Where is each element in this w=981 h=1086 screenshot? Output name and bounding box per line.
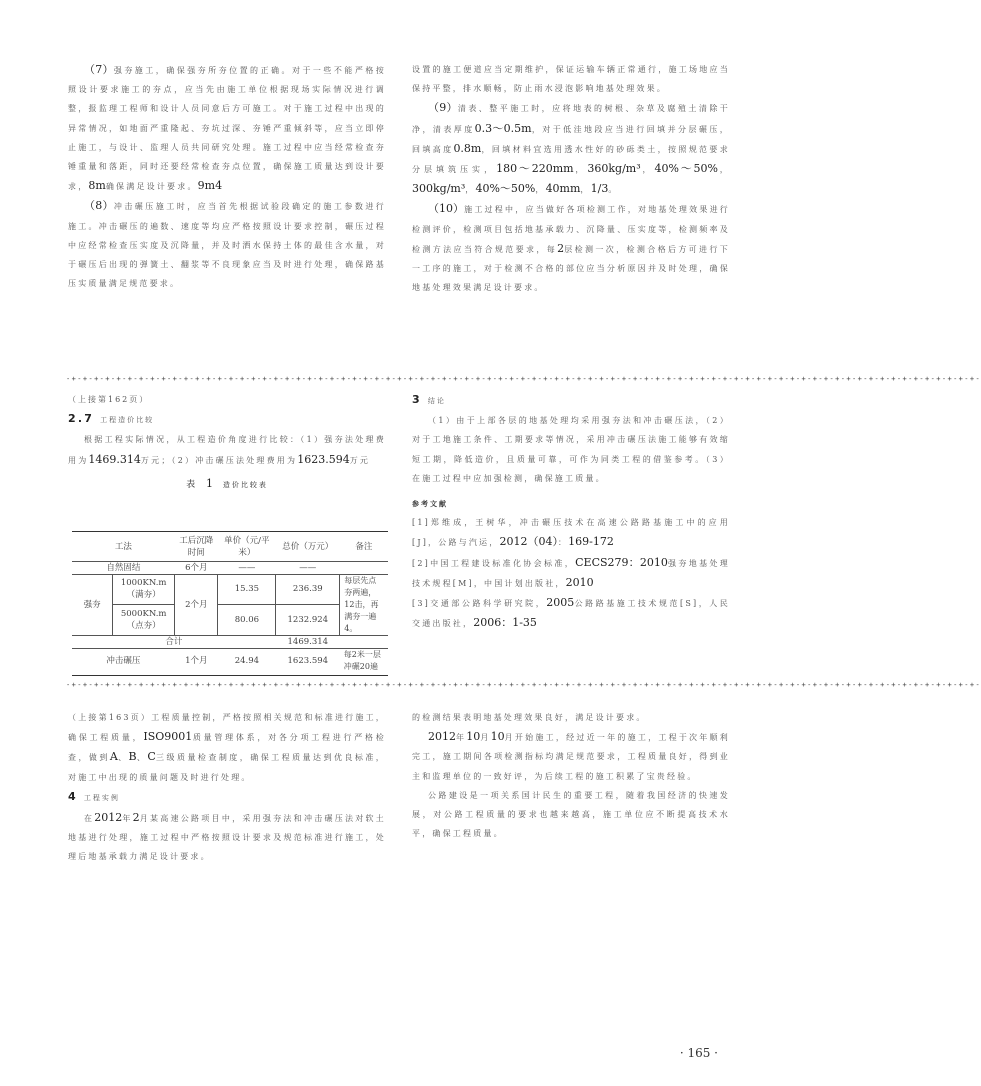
cell-method: 自然固结 — [106, 562, 141, 573]
bottom-left-column — [68, 708, 386, 1008]
table-row — [72, 574, 388, 605]
th-time: 工后沉降时间 — [179, 535, 214, 558]
middle-right-column — [412, 390, 730, 680]
para-continued-2: （上接第163页）工程质量控制，严格按照相关规范和标准进行施工，确保工程质量，ISO9001质量管理体系，对各分项工程进行严格检查，做到A、B、C三级质量检查制度，确保工程质量达到优良标准，对施工中出现的质量问题及时进行处理。 — [68, 713, 386, 782]
page-number: · 165 · — [679, 1046, 718, 1060]
cost-comparison-table-wrap — [72, 531, 388, 676]
para-continued: 设置的施工便道应当定期维护，保证运输车辆正常通行，施工场地应当保持平整，排水顺畅，防止雨水浸泡影响地基处理效果。 — [412, 65, 730, 94]
cell-total: 1623.594 — [287, 656, 329, 667]
section-separator-top: -+-+-+-+-+-+-+-+-+-+-+-+-+-+-+-+-+-+-+-+-+-+-+-+-+-+-+-+-+-+-+-+-+-+-+-+-+-+-+-+-+-+-+-+-+-+-+-+-+-+-+-+-+-+-+-+-+-+-+-+-+-+-+-+-+-+-+-+-+-+-+-+-+-+-+-+-+-+-+-+-+- — [66, 375, 981, 383]
bottom-right-column — [412, 708, 730, 1008]
cell-price: 15.35 — [218, 574, 276, 605]
cell-note: 每2米一层冲碾20遍 — [343, 650, 381, 672]
cell-time: 6个月 — [185, 562, 208, 573]
cell-total: 1232.924 — [276, 605, 340, 636]
cell-note: 每层先点夯两遍，12击，再满夯一遍4。 — [340, 574, 388, 635]
top-left-column — [68, 60, 386, 368]
cell-price: —— — [238, 562, 256, 573]
cell-note — [340, 561, 388, 574]
heading-2-7: 2.7 工程造价比较 — [68, 412, 155, 426]
para-10: （10）施工过程中，应当做好各项检测工作，对地基处理效果进行检测评价，检测项目包括地基承载力、沉降量、压实度等，检测频率及检测方法应当符合规范要求，每2层检测一次，检测合格后方可进行下一工序的施工，对于检测不合格的部位应当分析原因并及时处理，确保地基处理效果满足设计要求。 — [412, 202, 731, 293]
table-caption: 表 1 造价比较表 — [186, 476, 268, 490]
para-3: （1）由于上部各层的地基处理均采用强夯法和冲击碾压法，（2）对于工地施工条件、工期要求等情况，采用冲击碾压法施工能够有效缩短工期，降低造价，且质量可靠，可作为同类工程的借鉴参考。（3）在施工过程中应加强检测，确保施工质量。 — [412, 416, 730, 483]
para-7: （7）强夯施工，确保强夯所夯位置的正确。对于一些不能严格按照设计要求施工的夯点，应当先由施工单位根据现场实际情况进行调整，报监理工程师和设计人员同意后方可施工。对于施工过程中出现的异常情况，如地面严重隆起、夯坑过深、夯锤严重倾斜等，应当立即停止施工，与设计、监理人员共同研究处理。施工过程中应当经常检查夯锤重量和落距，同时还要经常检查夯点位置，确保施工质量达到设计要求，8m确保满足设计要求。9m4 — [68, 63, 387, 193]
top-right-column — [412, 60, 730, 368]
th-price: 单价（元/平米） — [224, 535, 270, 558]
section-separator-bottom: -+-+-+-+-+-+-+-+-+-+-+-+-+-+-+-+-+-+-+-+-+-+-+-+-+-+-+-+-+-+-+-+-+-+-+-+-+-+-+-+-+-+-+-+-+-+-+-+-+-+-+-+-+-+-+-+-+-+-+-+-+-+-+-+-+-+-+-+-+-+-+-+-+-+-+-+-+-+-+-+-+- — [66, 681, 981, 689]
reference-3: [3]交通部公路科学研究院，2005公路路基施工技术规范[S]，人民交通出版社，2006：1-35 — [412, 596, 730, 630]
table-row-sum — [72, 635, 388, 648]
cell-time: 1个月 — [185, 656, 208, 667]
heading-3: 3 结论 — [412, 393, 446, 406]
para-continued-3: 的检测结果表明地基处理效果良好，满足设计要求。 — [412, 713, 647, 722]
para-9: （9）清表、整平施工时，应将地表的树根、杂草及腐殖土清除干净，清表厚度0.3～0.5m，对于低洼地段应当进行回填并分层碾压，回填高度0.8m，回填材料宜选用透水性好的砂砾类土，按照规范要求分层填筑压实，180～220mm，360kg/m³，40%～50%，300kg/m³，40%～50%，40mm，1/3。 — [412, 101, 731, 196]
cell-sub-method: 5000KN.m（点夯） — [113, 605, 175, 636]
reference-2: [2]中国工程建设标准化协会标准，CECS279：2010强夯地基处理技术规程[M]，中国计划出版社，2010 — [412, 555, 730, 589]
cell-time: 2个月 — [175, 574, 218, 635]
para-2-7: 根据工程实际情况，从工程造价角度进行比较：（1）强夯法处理费用为1469.314万元；（2）冲击碾压法处理费用为1623.594万元 — [68, 435, 386, 466]
cell-total: 236.39 — [276, 574, 340, 605]
table-header-row — [72, 533, 388, 561]
th-method: 工法 — [114, 541, 132, 552]
cell-total: —— — [299, 562, 317, 573]
para-conclusion: 公路建设是一项关系国计民生的重要工程，随着我国经济的快速发展，对公路工程质量的要求也越来越高，施工单位应不断提高技术水平，确保工程质量。 — [412, 790, 730, 839]
cell-price: 24.94 — [234, 656, 260, 667]
para-8: （8）冲击碾压施工时，应当首先根据试验段确定的施工参数进行施工。冲击碾压的遍数、速度等均应严格按照设计要求控制，碾压过程中应经常检查压实度及沉降量，并及时洒水保持土体的最佳含水量，对于碾压后出现的弹簧土、翻浆等不良现象应当及时进行处理，确保路基压实质量满足规范要求。 — [68, 199, 387, 289]
cell-method: 强夯 — [83, 599, 101, 610]
references-title: 参考文献 — [412, 499, 448, 509]
para-project: 2012年10月10月开始施工，经过近一年的施工，工程于次年顺利完工，施工期间各项检测指标均满足规范要求，工程质量良好，得到业主和监理单位的一致好评，为后续工程的施工积累了宝贵经验。 — [412, 730, 730, 781]
heading-4: 4 工程实例 — [68, 789, 120, 803]
cell-sum-label: 合计 — [165, 636, 183, 647]
reference-1: [1]郑维成，王树华，冲击碾压技术在高速公路路基施工中的应用[J]，公路与汽运，2012（04）：169-172 — [412, 518, 730, 549]
cell-total: 1469.314 — [287, 636, 329, 647]
cost-comparison-table — [72, 533, 388, 674]
cell-price: 80.06 — [218, 605, 276, 636]
cell-method: 冲击碾压 — [106, 656, 141, 667]
th-total: 总价（万元） — [282, 541, 334, 552]
table-row — [72, 648, 388, 674]
cell-note — [340, 635, 388, 648]
para-4: 在2012年2月某高速公路项目中，采用强夯法和冲击碾压法对软土地基进行处理，施工过程中严格按照设计要求及规范标准进行施工，处理后地基承载力满足设计要求。 — [68, 811, 387, 862]
th-note: 备注 — [355, 541, 373, 552]
table-row — [72, 561, 388, 574]
continued-from-note: （上接第162页） — [68, 395, 150, 404]
cell-sub-method: 1000KN.m（满夯） — [113, 574, 175, 605]
